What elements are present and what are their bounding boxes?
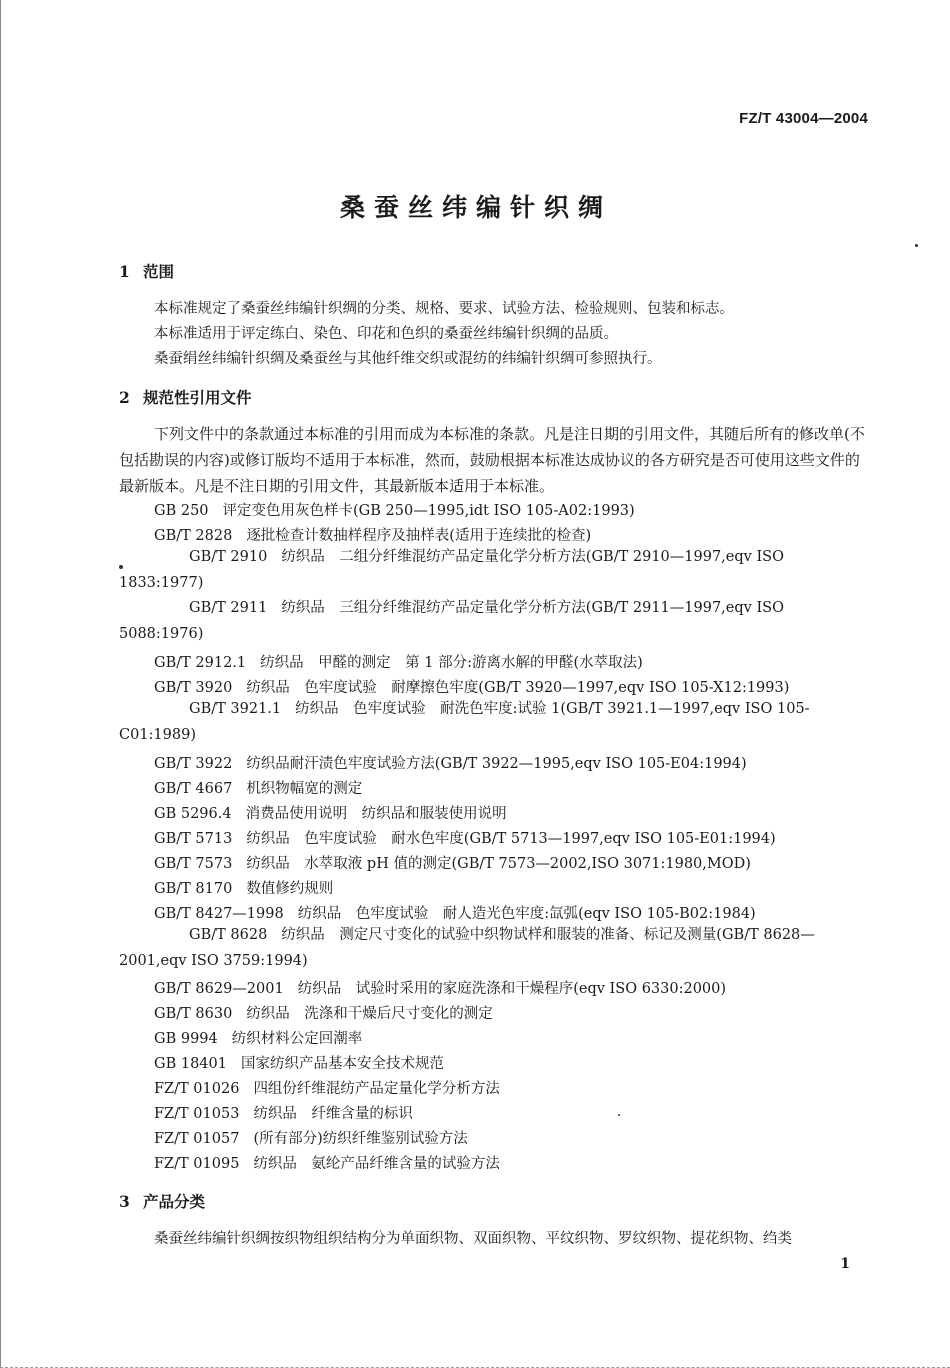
reference-code: GB/T 2912.1	[154, 655, 247, 671]
reference-title: 纺织品 二组分纤维混纺产品定量化学分析方法(GB/T 2910—1997,eqv ISO 1833:1977)	[119, 549, 784, 591]
reference-item	[154, 676, 866, 697]
reference-code: GB/T 4667	[154, 781, 233, 797]
reference-code: GB 9994	[154, 1031, 218, 1047]
reference-item	[154, 977, 866, 998]
reference-code: FZ/T 01057	[154, 1131, 240, 1147]
reference-code: GB/T 2910	[189, 549, 268, 565]
reference-item	[154, 1077, 866, 1098]
reference-title: 纺织品 色牢度试验 耐水色牢度(GB/T 5713—1997,eqv ISO 105-E01:1994)	[246, 831, 776, 847]
reference-code: GB/T 7573	[154, 856, 233, 872]
reference-code: GB 250	[154, 503, 209, 519]
references-intro: 下列文件中的条款通过本标准的引用而成为本标准的条款。凡是注日期的引用文件，其随后所有的修改单(不包括勘误的内容)或修订版均不适用于本标准，然而，鼓励根据本标准达成协议的各方研究是否可使用这些文件的最新版本。凡是不注日期的引用文件，其最新版本适用于本标准。	[119, 425, 865, 495]
reference-code: GB/T 8427—1998	[154, 906, 284, 922]
reference-item	[154, 499, 866, 520]
section-heading-normative-references	[119, 386, 252, 408]
reference-code: GB/T 5713	[154, 831, 233, 847]
reference-item	[154, 1052, 866, 1073]
reference-item	[154, 852, 866, 873]
reference-item	[154, 752, 866, 773]
reference-title: 纺织品 水萃取液 pH 值的测定(GB/T 7573—2002,ISO 3071:1980,MOD)	[246, 856, 751, 872]
paragraph: 本标准规定了桑蚕丝纬编针织绸的分类、规格、要求、试验方法、检验规则、包装和标志。	[154, 301, 734, 317]
reference-title: 纺织品 色牢度试验 耐人造光色牢度:氙弧(eqv ISO 105-B02:1984)	[297, 906, 756, 922]
section-number: 3	[119, 1192, 130, 1211]
section-title: 产品分类	[143, 1192, 206, 1211]
standard-number: FZ/T 43004—2004	[739, 110, 868, 127]
reference-title: (所有部分)纺织纤维鉴别试验方法	[253, 1131, 468, 1147]
reference-title: 纺织品 洗涤和干燥后尺寸变化的测定	[246, 1006, 493, 1022]
reference-item	[119, 922, 865, 974]
reference-title: 纺织品 甲醛的测定 第 1 部分:游离水解的甲醛(水萃取法)	[260, 655, 643, 671]
reference-code: GB/T 8628	[189, 927, 268, 943]
reference-code: FZ/T 01026	[154, 1081, 240, 1097]
reference-code: GB/T 8630	[154, 1006, 233, 1022]
reference-code: GB/T 8629—2001	[154, 981, 284, 997]
page-number: 1	[840, 1256, 850, 1272]
reference-title: 纺织品 色牢度试验 耐摩擦色牢度(GB/T 3920—1997,eqv ISO 105-X12:1993)	[246, 680, 790, 696]
reference-item	[154, 802, 866, 823]
reference-item	[154, 1127, 866, 1148]
reference-code: GB 5296.4	[154, 806, 232, 822]
reference-title: 纺织品 纤维含量的标识	[253, 1106, 413, 1122]
paragraph: 本标准适用于评定练白、染色、印花和色织的桑蚕丝纬编针织绸的品质。	[154, 326, 618, 342]
section-title: 规范性引用文件	[143, 388, 252, 407]
scan-speck	[618, 1114, 620, 1116]
scan-speck	[119, 565, 123, 569]
reference-title: 纺织材料公定回潮率	[231, 1031, 363, 1047]
reference-item	[154, 827, 866, 848]
paragraph: 桑蚕丝纬编针织绸按织物组织结构分为单面织物、双面织物、平纹织物、罗纹织物、提花织物、绉类	[154, 1231, 792, 1247]
reference-item	[154, 777, 866, 798]
reference-item	[119, 544, 865, 596]
reference-title: 机织物幅宽的测定	[246, 781, 363, 797]
reference-title: 逐批检查计数抽样程序及抽样表(适用于连续批的检查)	[246, 528, 592, 544]
scan-speck	[915, 244, 918, 247]
section-heading-scope	[119, 260, 174, 282]
reference-code: GB/T 3922	[154, 756, 233, 772]
section-number: 1	[119, 262, 130, 281]
reference-title: 评定变色用灰色样卡(GB 250—1995,idt ISO 105-A02:1993)	[222, 503, 635, 519]
reference-item	[154, 1002, 866, 1023]
document-title: 桑蚕丝纬编针织绸	[339, 193, 612, 222]
reference-code: FZ/T 01053	[154, 1106, 240, 1122]
reference-title: 国家纺织产品基本安全技术规范	[240, 1056, 444, 1072]
section-heading-product-classification	[119, 1190, 205, 1212]
section-number: 2	[119, 388, 130, 407]
reference-item	[154, 651, 866, 672]
reference-code: GB 18401	[154, 1056, 227, 1072]
reference-title: 纺织品 氨纶产品纤维含量的试验方法	[253, 1156, 500, 1172]
reference-code: GB/T 3920	[154, 680, 233, 696]
reference-item	[154, 1027, 866, 1048]
reference-title: 纺织品耐汗渍色牢度试验方法(GB/T 3922—1995,eqv ISO 105-E04:1994)	[246, 756, 747, 772]
reference-code: GB/T 2828	[154, 528, 233, 544]
reference-item	[119, 696, 865, 748]
reference-item	[154, 524, 866, 545]
reference-code: GB/T 8170	[154, 881, 233, 897]
reference-item	[154, 1152, 866, 1173]
reference-code: FZ/T 01095	[154, 1156, 240, 1172]
reference-title: 纺织品 测定尺寸变化的试验中织物试样和服装的准备、标记及测量(GB/T 8628—2001,eqv ISO 3759:1994)	[119, 927, 815, 969]
reference-title: 四组份纤维混纺产品定量化学分析方法	[253, 1081, 500, 1097]
reference-title: 数值修约规则	[246, 881, 334, 897]
reference-item	[154, 877, 866, 898]
reference-code: GB/T 3921.1	[189, 701, 282, 717]
reference-title: 消费品使用说明 纺织品和服装使用说明	[245, 806, 507, 822]
reference-item	[154, 902, 866, 923]
reference-item	[119, 595, 865, 647]
reference-title: 纺织品 三组分纤维混纺产品定量化学分析方法(GB/T 2911—1997,eqv ISO 5088:1976)	[119, 600, 784, 642]
paragraph: 桑蚕绢丝纬编针织绸及桑蚕丝与其他纤维交织或混纺的纬编针织绸可参照执行。	[154, 351, 662, 367]
reference-item	[154, 1102, 866, 1123]
reference-title: 纺织品 试验时采用的家庭洗涤和干燥程序(eqv ISO 6330:2000)	[297, 981, 727, 997]
reference-title: 纺织品 色牢度试验 耐洗色牢度:试验 1(GB/T 3921.1—1997,eqv ISO 105-C01:1989)	[119, 701, 810, 743]
reference-code: GB/T 2911	[189, 600, 268, 616]
section-title: 范围	[143, 262, 175, 281]
